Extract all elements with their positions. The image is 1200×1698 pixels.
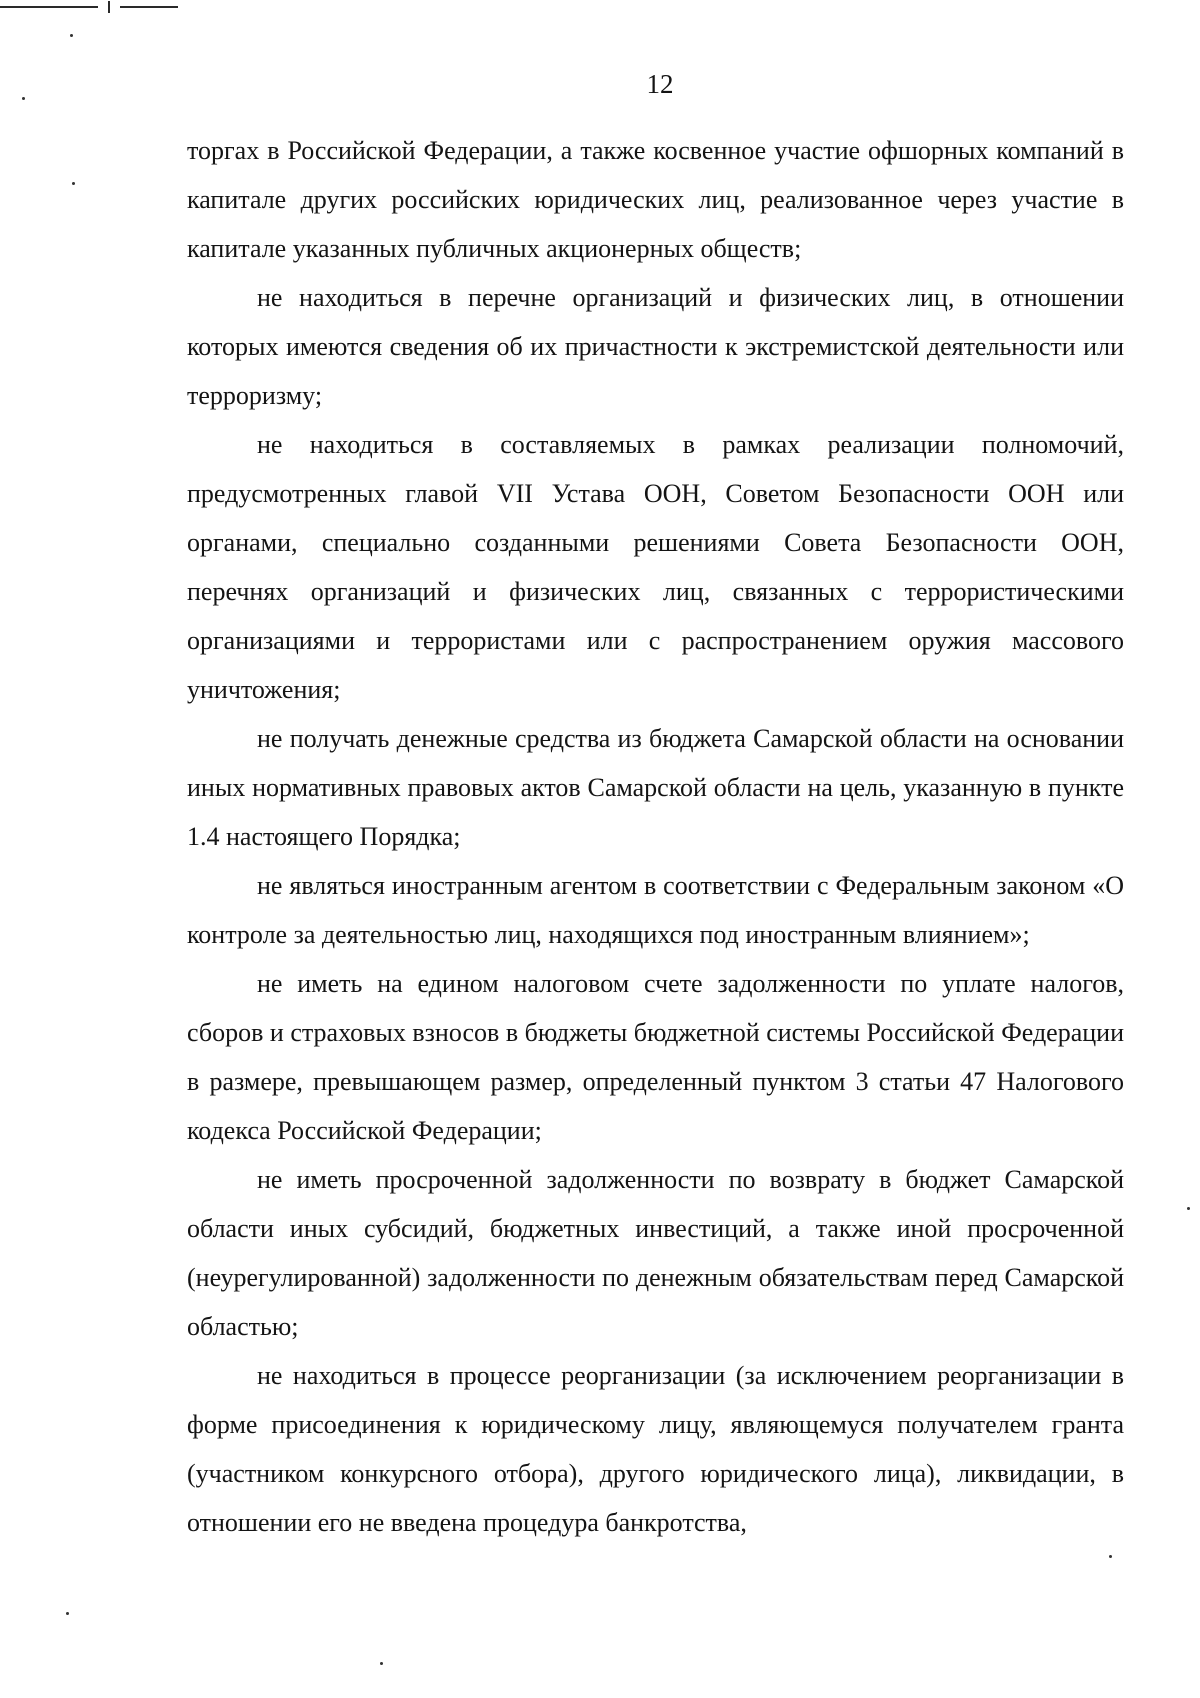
scan-speck (380, 1662, 383, 1665)
scan-speck (70, 34, 73, 37)
scan-corner-line (120, 6, 178, 8)
paragraph-reorganization: не находиться в процессе реорганизации (за исключением реорганизации в форме присоединения к юридическому лицу, являющемуся получателем гранта (участником конкурсного отбора), другого юридического лица), ликвидации, в отношении его не введена процедура банкротства, (187, 1361, 1124, 1537)
paragraph-foreign-agent: не являться иностранным агентом в соответствии с Федеральным законом «О контроле за деятельностью лиц, находящихся под иностранным влиянием»; (187, 871, 1124, 949)
paragraph-continuation: торгах в Российской Федерации, а также косвенное участие офшорных компаний в капитале других российских юридических лиц, реализованное через участие в капитале указанных публичных акционерных обществ; (187, 136, 1124, 263)
document-body (187, 126, 1124, 1547)
paragraph-budget-funds: не получать денежные средства из бюджета Самарской области на основании иных нормативных правовых актов Самарской области на цель, указанную в пункте 1.4 настоящего Порядка; (187, 724, 1124, 851)
scan-corner-line (0, 6, 98, 8)
scan-speck (22, 97, 25, 100)
paragraph-extremism-list: не находиться в перечне организаций и физических лиц, в отношении которых имеются сведения об их причастности к экстремистской деятельности или терроризму; (187, 283, 1124, 410)
scan-corner-tick (108, 1, 110, 13)
scan-speck (1187, 1207, 1190, 1210)
page-number: 12 (646, 69, 674, 99)
scan-speck (1109, 1555, 1112, 1558)
paragraph-tax-debt: не иметь на едином налоговом счете задолженности по уплате налогов, сборов и страховых взносов в бюджеты бюджетной системы Российской Федерации в размере, превышающем размер, определенный пунктом 3 статьи 47 Налогового кодекса Российской Федерации; (187, 969, 1124, 1145)
scan-speck (72, 182, 75, 185)
scan-speck (66, 1612, 69, 1615)
paragraph-un-lists: не находиться в составляемых в рамках реализации полномочий, предусмотренных главой VII Устава ООН, Советом Безопасности ООН или органами, специально созданными решениями Совета Безопасности ООН, перечнях организаций и физических лиц, связанных с террористическими организациями и террористами или с распространением оружия массового уничтожения; (187, 430, 1124, 704)
paragraph-overdue-debt: не иметь просроченной задолженности по возврату в бюджет Самарской области иных субсидий, бюджетных инвестиций, а также иной просроченной (неурегулированной) задолженности по денежным обязательствам перед Самарской областью; (187, 1165, 1124, 1341)
